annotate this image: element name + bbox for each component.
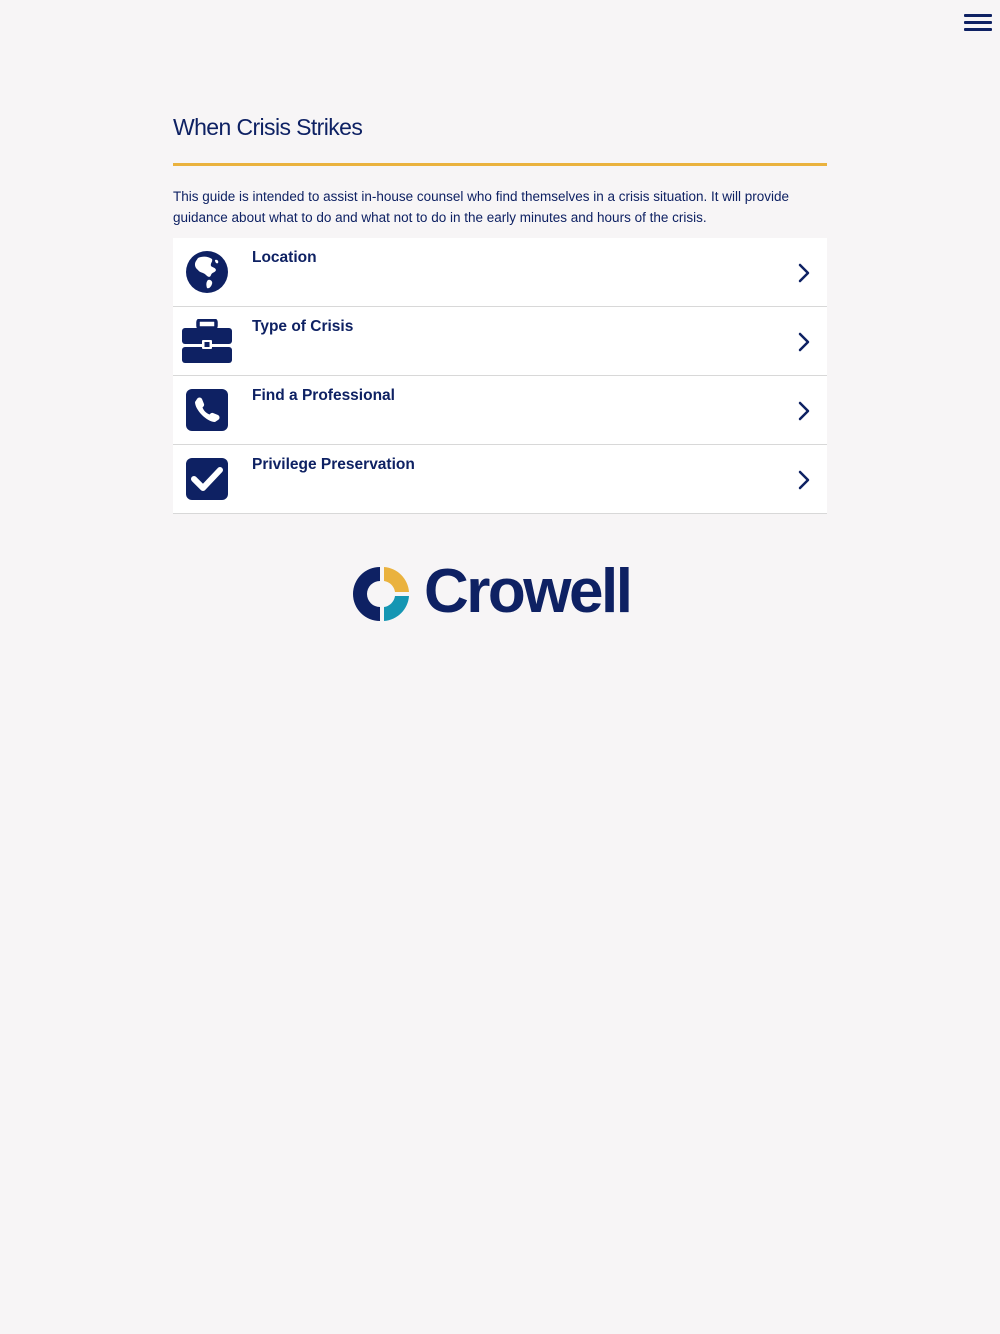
chevron-right-icon <box>797 469 811 491</box>
menu-item-type-of-crisis[interactable] <box>173 307 827 376</box>
chevron-right-icon <box>797 262 811 284</box>
logo-mark-icon <box>353 565 411 623</box>
checkbox-icon <box>182 457 232 501</box>
title-divider <box>173 163 827 166</box>
page-title: When Crisis Strikes <box>173 114 363 140</box>
chevron-right-icon <box>797 331 811 353</box>
menu-item-location[interactable] <box>173 238 827 307</box>
briefcase-icon <box>182 319 232 363</box>
globe-icon <box>182 250 232 294</box>
chevron-right-icon <box>797 400 811 422</box>
menu-item-label: Find a Professional <box>252 387 395 404</box>
logo-wordmark: Crowell <box>424 557 631 626</box>
menu-item-find-a-professional[interactable] <box>173 376 827 445</box>
crowell-logo <box>353 557 649 626</box>
menu-item-privilege-preservation[interactable] <box>173 445 827 514</box>
menu-item-label: Type of Crisis <box>252 318 354 335</box>
menu-line <box>964 21 992 24</box>
menu-line <box>964 14 992 17</box>
menu-item-label: Privilege Preservation <box>252 456 415 473</box>
intro-text: This guide is intended to assist in-house counsel who find themselves in a crisis situation. It will provide guidance about what to do and what not to do in the early minutes and hours of the crisis. <box>173 189 790 225</box>
menu-line <box>964 28 992 31</box>
menu-item-label: Location <box>252 249 317 266</box>
hamburger-menu-button[interactable] <box>962 12 994 34</box>
phone-icon <box>182 388 232 432</box>
crisis-menu-list <box>173 238 827 514</box>
